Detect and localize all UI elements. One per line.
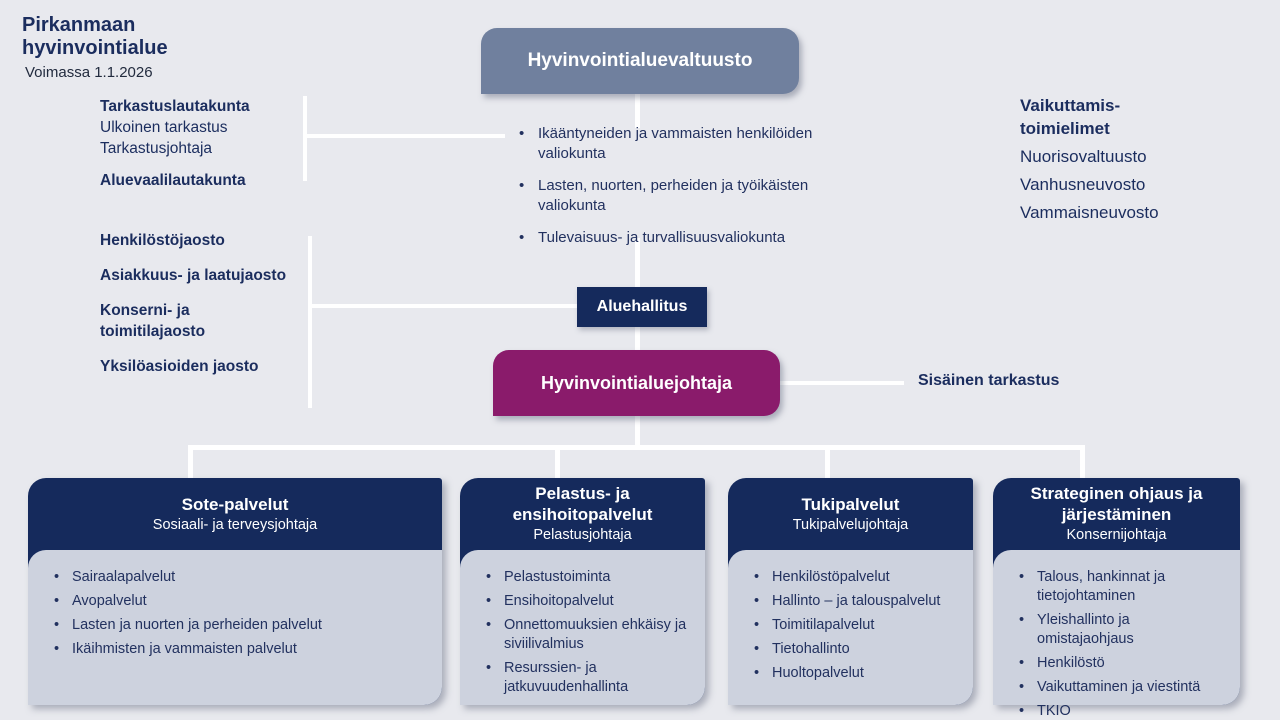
youth-council-label: Nuorisovaltuusto	[1020, 147, 1147, 166]
bullet-item: • Vaikuttaminen ja viestintä	[1017, 678, 1230, 697]
card-body	[460, 550, 705, 705]
logo-line2: hyvinvointialue	[22, 37, 168, 59]
external-audit-label: Ulkoinen tarkastus	[100, 119, 228, 136]
connector-sections-horizontal	[310, 304, 577, 308]
bullet-item: • Henkilöstöpalvelut	[752, 568, 963, 587]
group-premises-section-label	[100, 300, 286, 342]
bullet-item: • Sairaalapalvelut	[52, 568, 432, 587]
card-title: Strateginen ohjaus ja järjestäminen	[1030, 484, 1203, 524]
bullet-item: • Lasten, nuorten, perheiden ja työikäisten valiokunta	[517, 176, 869, 216]
council-label: Hyvinvointialuevaltuusto	[527, 50, 753, 71]
card-header	[728, 478, 973, 550]
bullet-item: • Talous, hankinnat ja tietojohtaminen	[1017, 568, 1230, 606]
connector-divisions-horizontal	[188, 445, 1085, 450]
group-premises-line1: Konserni- ja	[100, 302, 190, 319]
bullet-item: • Avopalvelut	[52, 592, 432, 611]
bullet-item: • Tietohallinto	[752, 640, 963, 659]
council-box	[481, 28, 799, 94]
connector-audit-horizontal	[305, 134, 505, 138]
bullet-item: • Ikääntyneiden ja vammaisten henkilöiden valiokunta	[517, 124, 869, 164]
bullet-item: • Henkilöstö	[1017, 654, 1230, 673]
division-card-rescue	[460, 478, 705, 705]
card-subtitle: Tukipalvelujohtaja	[792, 516, 909, 533]
connector-audit-vertical	[303, 96, 307, 181]
bullet-item: • Ensihoitopalvelut	[484, 592, 695, 611]
influence-title-line2: toimielimet	[1020, 119, 1110, 138]
connector-drop-division-2	[555, 445, 560, 479]
bullet-item: • Ikäihmisten ja vammaisten palvelut	[52, 640, 432, 659]
connector-board-director	[635, 327, 640, 350]
card-bullet-list	[52, 568, 432, 659]
individual-matters-section-label: Yksilöasioiden jaosto	[100, 358, 259, 375]
validity-date: Voimassa 1.1.2026	[25, 64, 153, 81]
group-premises-line2: toimitilajaosto	[100, 323, 206, 340]
connector-drop-division-4	[1080, 445, 1085, 479]
influence-panel	[1020, 94, 1159, 224]
bullet-item: • Yleishallinto ja omistajaohjaus	[1017, 611, 1230, 649]
connector-drop-division-1	[188, 445, 193, 479]
customer-quality-section-label: Asiakkuus- ja laatujaosto	[100, 267, 287, 284]
connector-sections-vertical	[308, 236, 312, 408]
card-subtitle: Pelastusjohtaja	[533, 527, 632, 543]
sections-panel	[100, 230, 286, 391]
card-body	[28, 550, 442, 705]
card-header	[28, 478, 442, 550]
card-bullet-list	[484, 568, 695, 697]
disability-council-label: Vammaisneuvosto	[1020, 203, 1159, 222]
bullet-item: • Tulevaisuus- ja turvallisuusvaliokunta	[517, 228, 869, 248]
board-label: Aluehallitus	[596, 298, 688, 315]
connector-internal-audit	[780, 381, 904, 385]
card-title: Sote-palvelut	[181, 494, 289, 514]
card-body	[728, 550, 973, 705]
bullet-item: • Lasten ja nuorten ja perheiden palvelut	[52, 616, 432, 635]
card-title: Pelastus- ja ensihoitopalvelut	[512, 484, 653, 524]
election-board-label: Aluevaalilautakunta	[100, 172, 246, 189]
director-label: Hyvinvointialuejohtaja	[540, 372, 733, 393]
committees-panel	[517, 124, 869, 260]
connector-director-down	[635, 416, 640, 448]
connector-council-down-1	[635, 93, 640, 128]
bullet-item: • Toimitilapalvelut	[752, 616, 963, 635]
personnel-section-label: Henkilöstöjaosto	[100, 232, 225, 249]
bullet-item: • TKIO	[1017, 702, 1230, 720]
connector-drop-division-3	[825, 445, 830, 479]
card-bullet-list	[1017, 568, 1230, 720]
card-header	[460, 478, 705, 550]
director-box	[493, 350, 780, 416]
card-header	[993, 478, 1240, 550]
card-title: Tukipalvelut	[801, 494, 900, 514]
committee-list	[517, 124, 869, 248]
spacer	[100, 159, 250, 170]
board-box	[577, 287, 707, 327]
card-bullet-list	[752, 568, 963, 683]
internal-audit-label: Sisäinen tarkastus	[918, 372, 1060, 389]
logo	[22, 14, 168, 60]
card-subtitle: Sosiaali- ja terveysjohtaja	[152, 516, 318, 533]
card-subtitle: Konsernijohtaja	[1066, 527, 1167, 543]
bullet-item: • Pelastustoiminta	[484, 568, 695, 587]
division-card-support	[728, 478, 973, 705]
audit-director-label: Tarkastusjohtaja	[100, 140, 213, 157]
influence-title-line1: Vaikuttamis-	[1020, 96, 1121, 115]
bullet-item: • Huoltopalvelut	[752, 664, 963, 683]
card-body	[993, 550, 1240, 719]
audit-panel	[100, 96, 250, 191]
bullet-item: • Resurssien- ja jatkuvuudenhallinta	[484, 659, 695, 697]
audit-committee-label: Tarkastuslautakunta	[100, 98, 250, 115]
division-card-strategy	[993, 478, 1240, 719]
bullet-item: • Onnettomuuksien ehkäisy ja siviilivalmius	[484, 616, 695, 654]
division-card-sote	[28, 478, 442, 705]
elderly-council-label: Vanhusneuvosto	[1020, 175, 1146, 194]
logo-line1: Pirkanmaan	[22, 14, 136, 36]
bullet-item: • Hallinto – ja talouspalvelut	[752, 592, 963, 611]
